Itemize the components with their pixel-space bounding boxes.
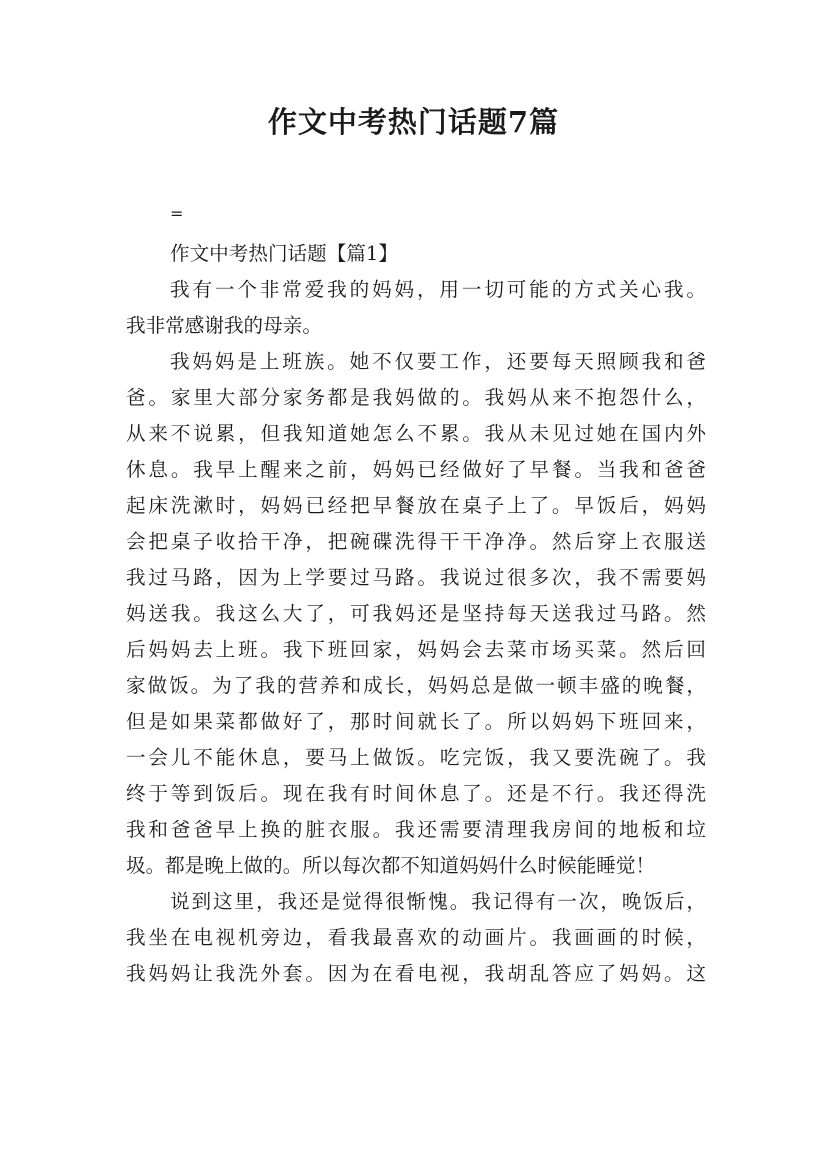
paragraph-1 — [126, 272, 706, 344]
paragraph-line: 一会儿不能休息，要马上做饭。吃完饭，我又要洗碗了。我 — [126, 746, 706, 769]
paragraph-line: 妈送我。我这么大了，可我妈还是坚持每天送我过马路。然 — [126, 602, 706, 625]
paragraph-line: 圾。都是晚上做的。所以每次都不知道妈妈什么时候能睡觉！ — [126, 854, 656, 877]
paragraph-line: 起床洗漱时，妈妈已经把早餐放在桌子上了。早饭后，妈妈 — [126, 494, 706, 517]
section-heading: 作文中考热门话题【篇1】 — [170, 242, 398, 265]
paragraph-line: 我妈妈是上班族。她不仅要工作，还要每天照顾我和爸 — [170, 350, 706, 373]
paragraph-line: 休息。我早上醒来之前，妈妈已经做好了早餐。当我和爸爸 — [126, 458, 706, 481]
paragraph-line: 爸。家里大部分家务都是我妈做的。我妈从来不抱怨什么， — [126, 386, 706, 409]
paragraph-2 — [126, 344, 706, 884]
paragraph-line: 我过马路，因为上学要过马路。我说过很多次，我不需要妈 — [126, 566, 706, 589]
paragraph-line: 但是如果菜都做好了，那时间就长了。所以妈妈下班回来， — [126, 710, 706, 733]
paragraph-line: 终于等到饭后。现在我有时间休息了。还是不行。我还得洗 — [126, 782, 706, 805]
paragraph-line: 说到这里，我还是觉得很惭愧。我记得有一次，晚饭后， — [170, 890, 706, 913]
paragraph-line: 后妈妈去上班。我下班回家，妈妈会去菜市场买菜。然后回 — [126, 638, 706, 661]
paragraph-line: 会把桌子收拾干净，把碗碟洗得干干净净。然后穿上衣服送 — [126, 530, 706, 553]
paragraph-line: 我非常感谢我的母亲。 — [126, 314, 322, 337]
paragraph-line: 家做饭。为了我的营养和成长，妈妈总是做一顿丰盛的晚餐， — [126, 674, 706, 697]
paragraph-line: 从来不说累，但我知道她怎么不累。我从未见过她在国内外 — [126, 422, 706, 445]
paragraph-line: 我和爸爸早上换的脏衣服。我还需要清理我房间的地板和垃 — [126, 818, 706, 841]
separator-mark: = — [170, 204, 184, 223]
paragraph-line: 我坐在电视机旁边，看我最喜欢的动画片。我画画的时候， — [126, 926, 706, 949]
document-title: 作文中考热门话题7篇 — [267, 105, 560, 139]
document-body — [126, 196, 706, 992]
paragraph-line: 我妈妈让我洗外套。因为在看电视，我胡乱答应了妈妈。这 — [126, 962, 706, 985]
paragraph-3 — [126, 884, 706, 992]
paragraph-line: 我有一个非常爱我的妈妈，用一切可能的方式关心我。 — [170, 278, 706, 301]
